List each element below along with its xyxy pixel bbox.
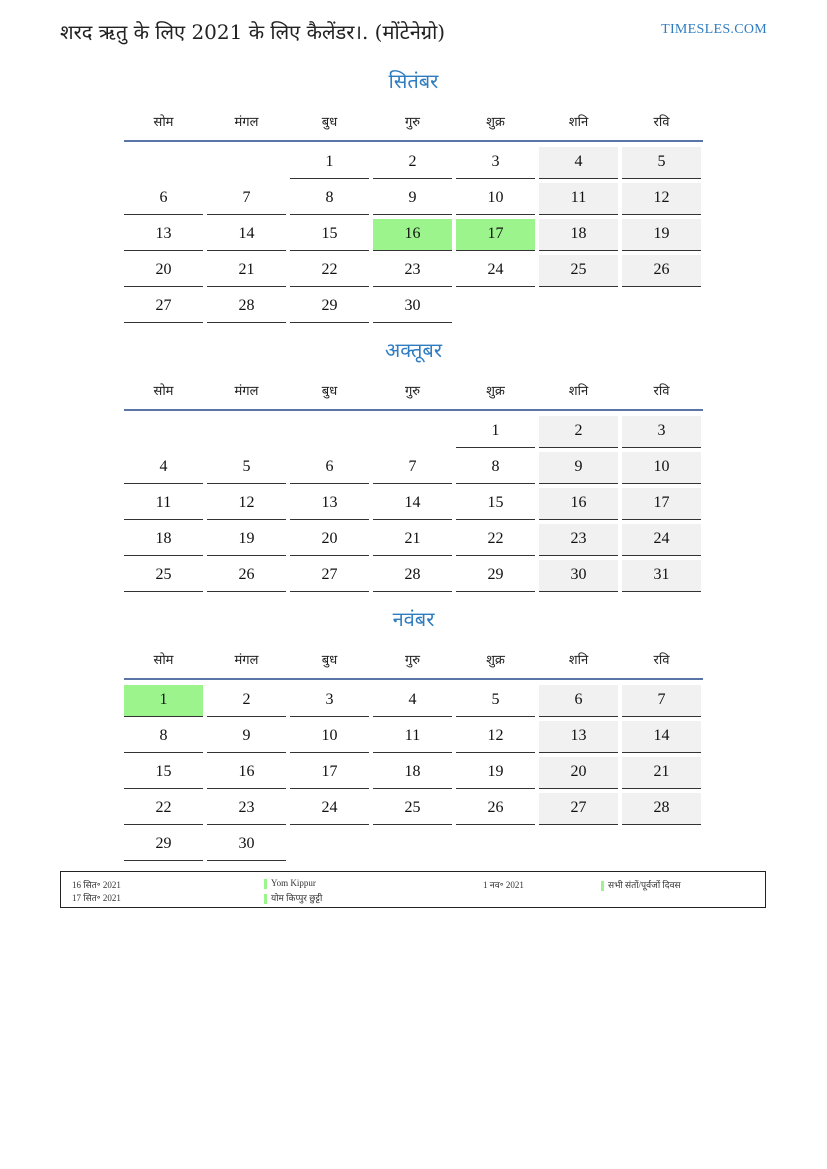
month-october (124, 335, 703, 592)
day-cell[interactable]: 9 (207, 721, 286, 753)
day-cell[interactable]: 8 (290, 183, 369, 215)
day-cell[interactable]: 28 (207, 291, 286, 323)
day-cell[interactable]: 19 (207, 524, 286, 556)
day-cell[interactable]: 3 (622, 416, 701, 448)
day-cell[interactable]: 18 (124, 524, 203, 556)
day-cell[interactable]: 8 (456, 452, 535, 484)
day-cell[interactable]: 5 (207, 452, 286, 484)
weekday-label: शुक्र (486, 115, 505, 130)
empty-cell (124, 147, 203, 179)
day-cell[interactable]: 7 (207, 183, 286, 215)
weekday-header (124, 640, 703, 680)
legend-label: सभी संतों/पूर्वजों दिवस (608, 880, 681, 890)
weekday-label: बुध (321, 115, 338, 130)
day-cell[interactable]: 13 (124, 219, 203, 251)
day-cell[interactable]: 23 (207, 793, 286, 825)
day-cell[interactable]: 20 (124, 255, 203, 287)
legend-date: 17 सित॰ 2021 (72, 893, 121, 903)
day-cell[interactable]: 18 (373, 757, 452, 789)
weekday-label: शुक्र (486, 384, 505, 399)
day-cell[interactable]: 1 (290, 147, 369, 179)
holiday-color-marker (264, 894, 267, 904)
day-grid (124, 147, 703, 323)
day-cell[interactable]: 13 (290, 488, 369, 520)
weekday-label: शनि (568, 384, 589, 399)
day-cell[interactable]: 2 (539, 416, 618, 448)
day-cell[interactable]: 4 (124, 452, 203, 484)
month-november (124, 604, 703, 861)
day-grid (124, 416, 703, 592)
day-grid (124, 685, 703, 861)
day-cell[interactable]: 14 (207, 219, 286, 251)
day-cell[interactable]: 21 (373, 524, 452, 556)
weekday-label: रवि (653, 115, 670, 130)
brand-link[interactable]: TIMESLES.COM (661, 22, 767, 37)
day-cell[interactable]: 8 (124, 721, 203, 753)
day-cell[interactable]: 10 (456, 183, 535, 215)
weekday-label: मंगल (234, 115, 259, 130)
weekday-label: बुध (321, 653, 338, 668)
day-cell[interactable]: 23 (373, 255, 452, 287)
day-cell[interactable]: 18 (539, 219, 618, 251)
day-cell[interactable]: 21 (207, 255, 286, 287)
day-cell[interactable]: 15 (124, 757, 203, 789)
day-cell[interactable]: 15 (456, 488, 535, 520)
day-cell[interactable]: 10 (290, 721, 369, 753)
day-cell[interactable]: 30 (539, 560, 618, 592)
weekday-label: गुरु (404, 653, 421, 668)
legend-label: Yom Kippur (271, 878, 316, 888)
day-cell[interactable]: 11 (373, 721, 452, 753)
day-cell[interactable]: 6 (539, 685, 618, 717)
day-cell[interactable]: 24 (456, 255, 535, 287)
day-cell[interactable]: 17 (622, 488, 701, 520)
day-cell[interactable]: 19 (622, 219, 701, 251)
day-cell[interactable]: 24 (622, 524, 701, 556)
day-cell[interactable]: 22 (290, 255, 369, 287)
weekday-label: मंगल (234, 653, 259, 668)
day-cell[interactable]: 23 (539, 524, 618, 556)
day-cell[interactable]: 10 (622, 452, 701, 484)
day-cell[interactable]: 21 (622, 757, 701, 789)
day-cell[interactable]: 20 (539, 757, 618, 789)
legend-entry (601, 878, 681, 891)
weekday-header (124, 371, 703, 411)
day-cell[interactable]: 30 (207, 829, 286, 861)
day-cell[interactable]: 2 (207, 685, 286, 717)
day-cell[interactable]: 26 (207, 560, 286, 592)
day-cell[interactable]: 25 (124, 560, 203, 592)
day-cell[interactable]: 22 (456, 524, 535, 556)
holiday-color-marker (264, 879, 267, 889)
day-cell[interactable]: 3 (456, 147, 535, 179)
day-cell[interactable]: 25 (539, 255, 618, 287)
day-cell[interactable]: 4 (373, 685, 452, 717)
weekday-label: रवि (653, 653, 670, 668)
weekday-label: सोम (153, 384, 174, 399)
weekday-label: गुरु (404, 384, 421, 399)
legend-entry (264, 891, 322, 904)
day-cell[interactable]: 16 (539, 488, 618, 520)
holiday-day-cell[interactable]: 1 (124, 685, 203, 717)
weekday-label: शनि (568, 653, 589, 668)
weekday-label: शनि (568, 115, 589, 130)
day-cell[interactable]: 14 (622, 721, 701, 753)
day-cell[interactable]: 5 (456, 685, 535, 717)
weekday-header (124, 102, 703, 142)
month-title: नवंबर (392, 607, 435, 631)
day-cell[interactable]: 16 (207, 757, 286, 789)
weekday-label: बुध (321, 384, 338, 399)
day-cell[interactable]: 27 (539, 793, 618, 825)
day-cell[interactable]: 17 (290, 757, 369, 789)
empty-cell (124, 416, 203, 448)
day-cell[interactable]: 22 (124, 793, 203, 825)
day-cell[interactable]: 12 (456, 721, 535, 753)
day-cell[interactable]: 29 (290, 291, 369, 323)
page-title: शरद ऋतु के लिए 2021 के लिए कैलेंडर।. (मोंटेनेग्रो) (60, 20, 446, 44)
legend-date: 16 सित॰ 2021 (72, 880, 121, 890)
empty-cell (207, 147, 286, 179)
day-cell[interactable]: 27 (124, 291, 203, 323)
day-cell[interactable]: 19 (456, 757, 535, 789)
day-cell[interactable]: 24 (290, 793, 369, 825)
holiday-day-cell[interactable]: 16 (373, 219, 452, 251)
month-title: सितंबर (388, 69, 439, 93)
day-cell[interactable]: 14 (373, 488, 452, 520)
weekday-label: सोम (153, 115, 174, 130)
legend-label: योम किप्पुर छुट्टी (271, 893, 323, 903)
weekday-label: सोम (153, 653, 174, 668)
day-cell[interactable]: 12 (207, 488, 286, 520)
day-cell[interactable]: 6 (290, 452, 369, 484)
day-cell[interactable]: 9 (373, 183, 452, 215)
day-cell[interactable]: 9 (539, 452, 618, 484)
day-cell[interactable]: 3 (290, 685, 369, 717)
holiday-day-cell[interactable]: 17 (456, 219, 535, 251)
holiday-color-marker (601, 881, 604, 891)
day-cell[interactable]: 11 (539, 183, 618, 215)
day-cell[interactable]: 20 (290, 524, 369, 556)
empty-cell (207, 416, 286, 448)
day-cell[interactable]: 29 (124, 829, 203, 861)
day-cell[interactable]: 11 (124, 488, 203, 520)
day-cell[interactable]: 4 (539, 147, 618, 179)
day-cell[interactable]: 5 (622, 147, 701, 179)
day-cell[interactable]: 28 (373, 560, 452, 592)
day-cell[interactable]: 15 (290, 219, 369, 251)
legend-entry (264, 878, 316, 889)
day-cell[interactable]: 31 (622, 560, 701, 592)
day-cell[interactable]: 6 (124, 183, 203, 215)
month-september (124, 66, 703, 323)
day-cell[interactable]: 12 (622, 183, 701, 215)
weekday-label: मंगल (234, 384, 259, 399)
day-cell[interactable]: 27 (290, 560, 369, 592)
day-cell[interactable]: 2 (373, 147, 452, 179)
day-cell[interactable]: 7 (373, 452, 452, 484)
month-title: अक्तूबर (385, 338, 442, 362)
day-cell[interactable]: 28 (622, 793, 701, 825)
day-cell[interactable]: 26 (456, 793, 535, 825)
day-cell[interactable]: 13 (539, 721, 618, 753)
weekday-label: रवि (653, 384, 670, 399)
day-cell[interactable]: 29 (456, 560, 535, 592)
day-cell[interactable]: 7 (622, 685, 701, 717)
empty-cell (373, 416, 452, 448)
weekday-label: शुक्र (486, 653, 505, 668)
weekday-label: गुरु (404, 115, 421, 130)
holiday-legend (60, 871, 766, 908)
empty-cell (290, 416, 369, 448)
day-cell[interactable]: 26 (622, 255, 701, 287)
day-cell[interactable]: 30 (373, 291, 452, 323)
day-cell[interactable]: 1 (456, 416, 535, 448)
day-cell[interactable]: 25 (373, 793, 452, 825)
legend-date: 1 नव॰ 2021 (483, 880, 524, 890)
